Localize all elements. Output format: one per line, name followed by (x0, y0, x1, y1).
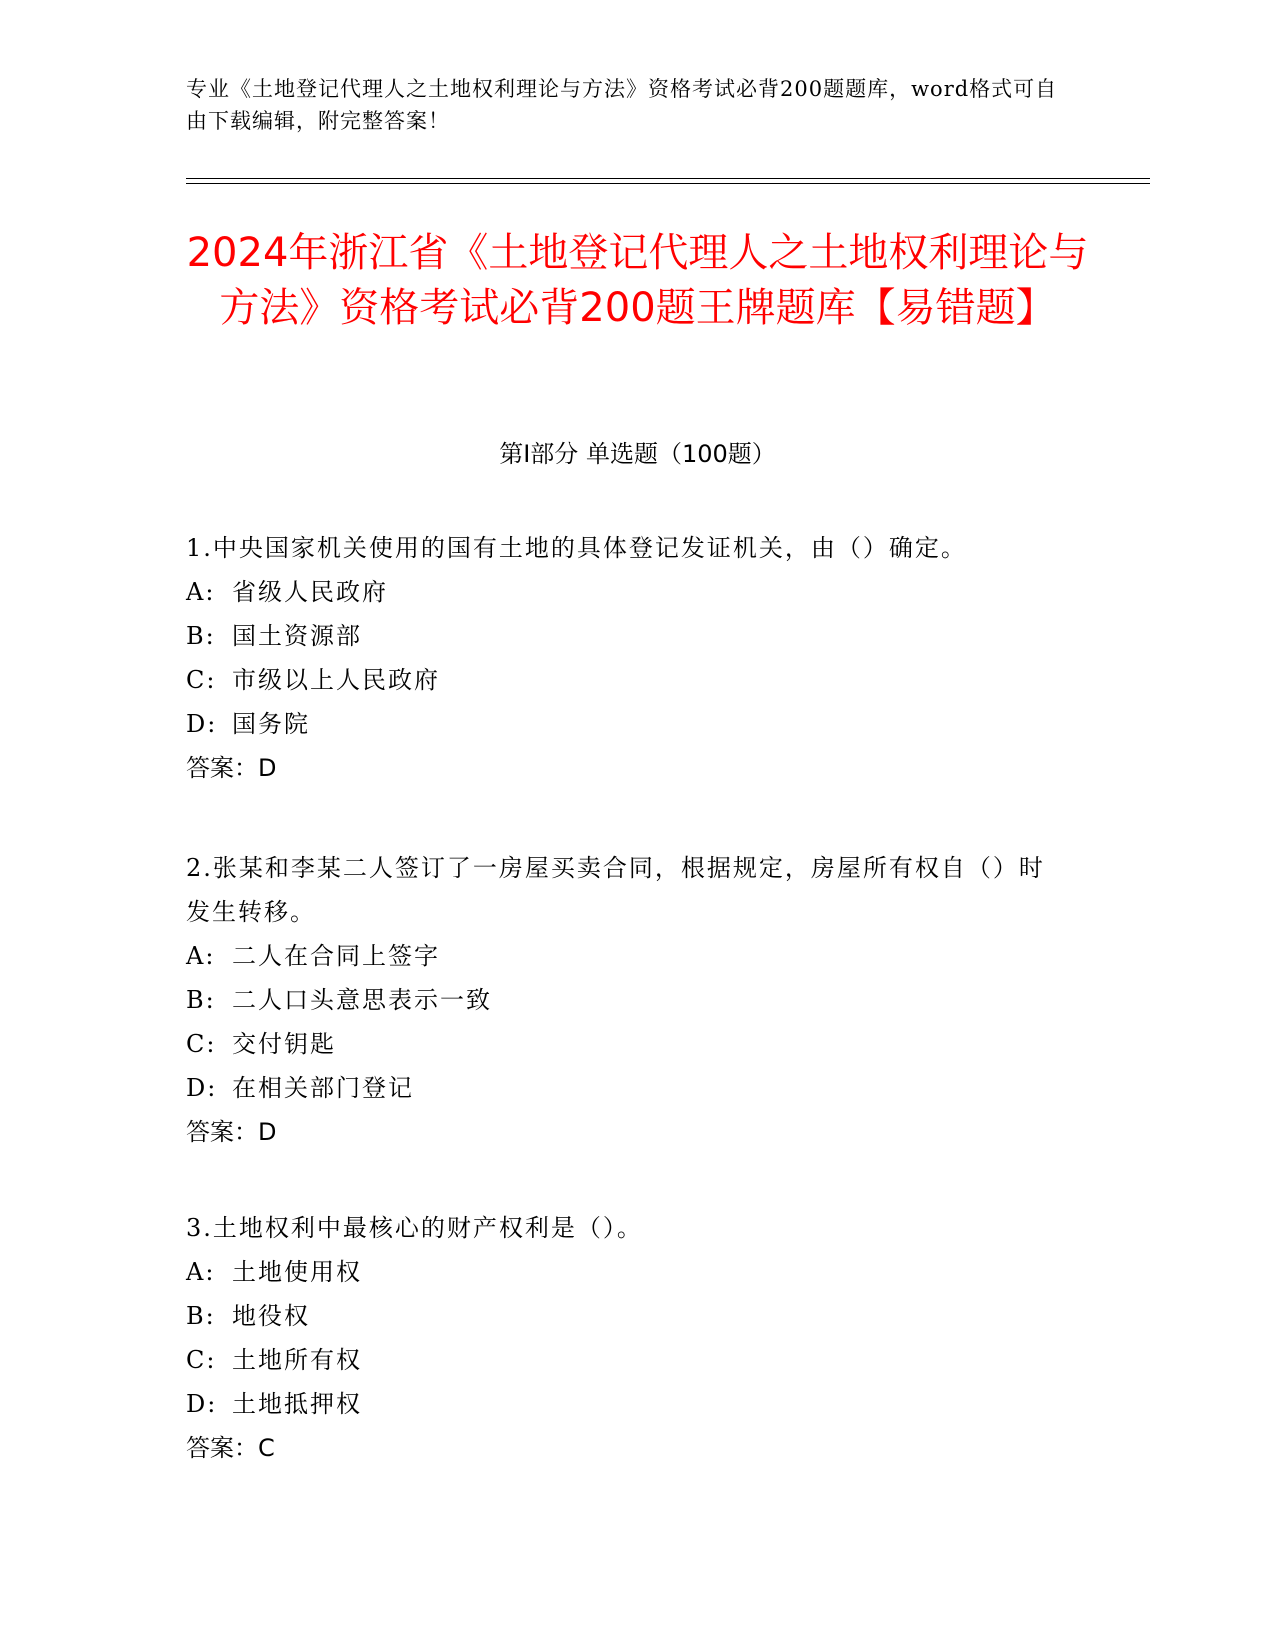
option-letter: A: (186, 942, 216, 970)
option-a (186, 934, 1066, 978)
option-letter: C: (186, 666, 217, 694)
option-letter: D: (186, 1390, 218, 1418)
option-letter: A: (186, 1258, 216, 1286)
option-text: 地役权 (232, 1302, 310, 1330)
option-text: 二人口头意思表示一致 (232, 986, 492, 1014)
option-b (186, 614, 1066, 658)
option-text: 二人在合同上签字 (232, 942, 440, 970)
option-c (186, 1338, 1066, 1382)
option-a (186, 570, 1066, 614)
option-c (186, 1022, 1066, 1066)
option-b (186, 978, 1066, 1022)
option-letter: B: (186, 986, 216, 1014)
option-letter: C: (186, 1030, 217, 1058)
option-text: 国土资源部 (232, 622, 362, 650)
question-3 (186, 1206, 1066, 1470)
question-stem: 1.中央国家机关使用的国有土地的具体登记发证机关，由（）确定。 (186, 534, 967, 562)
header-rule-top (186, 178, 1150, 179)
section-heading: 第Ⅰ部分 单选题（100题） (499, 440, 776, 468)
answer-line: 答案：D (186, 754, 277, 782)
document-title: 2024年浙江省《土地登记代理人之土地权利理论与方法》资格考试必背200题王牌题库【易错题】 (186, 230, 1089, 331)
option-text: 土地抵押权 (232, 1390, 362, 1418)
option-letter: C: (186, 1346, 217, 1374)
answer-line: 答案：D (186, 1118, 277, 1146)
option-d (186, 702, 1066, 746)
option-text: 国务院 (232, 710, 310, 738)
question-1 (186, 526, 1066, 790)
option-a (186, 1250, 1066, 1294)
option-letter: B: (186, 622, 216, 650)
option-d (186, 1066, 1066, 1110)
option-d (186, 1382, 1066, 1426)
option-b (186, 1294, 1066, 1338)
option-letter: D: (186, 710, 218, 738)
question-stem: 3.土地权利中最核心的财产权利是（）。 (186, 1214, 643, 1242)
option-text: 在相关部门登记 (232, 1074, 414, 1102)
question-2 (186, 846, 1066, 1154)
option-text: 省级人民政府 (232, 578, 388, 606)
option-text: 市级以上人民政府 (232, 666, 440, 694)
option-c (186, 658, 1066, 702)
option-text: 土地所有权 (232, 1346, 362, 1374)
answer-line: 答案：C (186, 1434, 275, 1462)
option-letter: A: (186, 578, 216, 606)
option-letter: B: (186, 1302, 216, 1330)
option-text: 交付钥匙 (232, 1030, 336, 1058)
header-note: 专业《土地登记代理人之土地权利理论与方法》资格考试必背200题题库，word格式可自由下载编辑，附完整答案！ (186, 77, 1058, 133)
header-rule-bottom (186, 183, 1150, 184)
option-text: 土地使用权 (232, 1258, 362, 1286)
question-stem: 2.张某和李某二人签订了一房屋买卖合同，根据规定，房屋所有权自（）时发生转移。 (186, 854, 1045, 926)
option-letter: D: (186, 1074, 218, 1102)
